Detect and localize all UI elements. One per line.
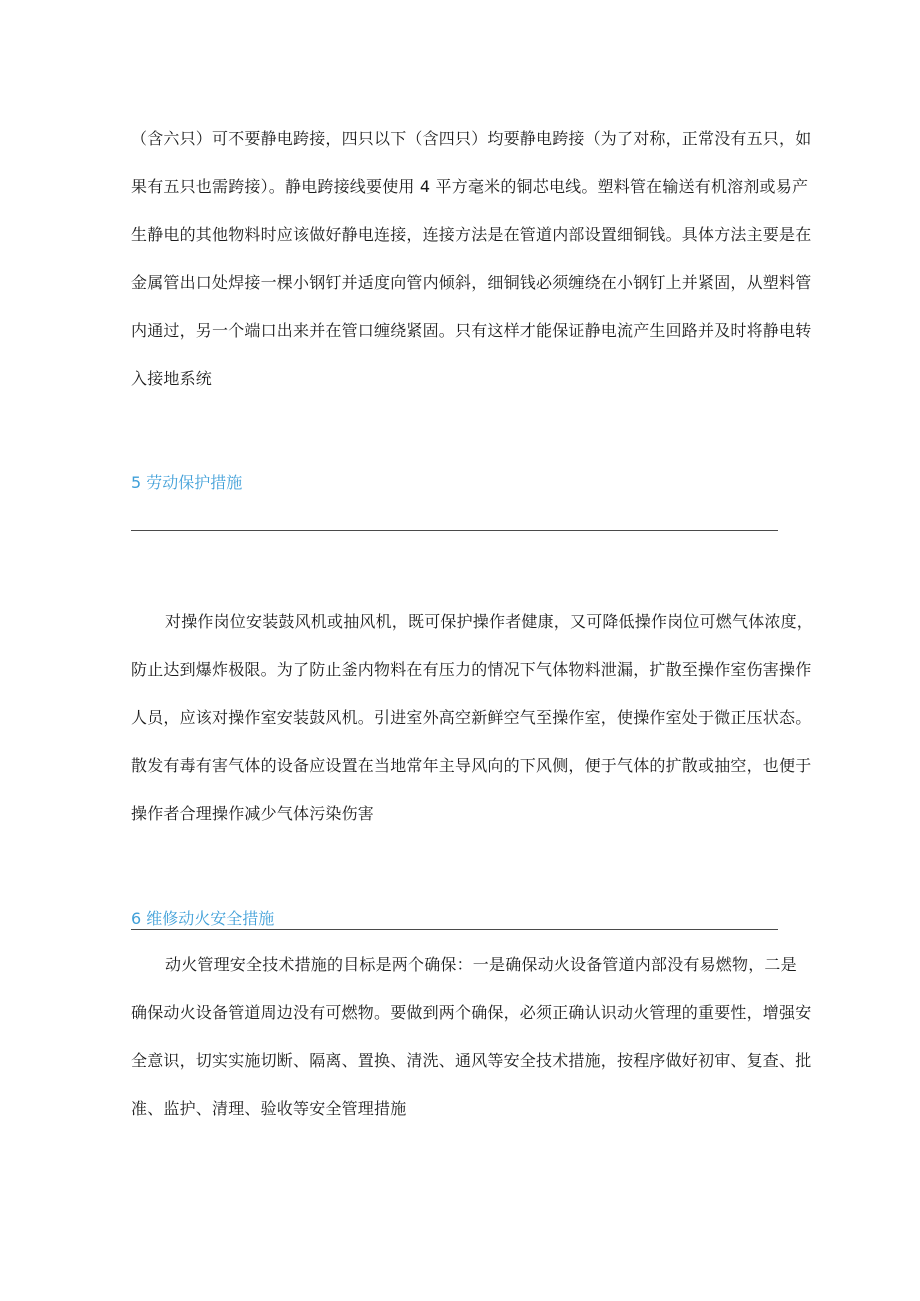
paragraph-line: （含六只）可不要静电跨接，四只以下（含四只）均要静电跨接（为了对称，正常没有五只，如: [131, 129, 812, 148]
paragraph-line: 动火管理安全技术措施的目标是两个确保：一是确保动火设备管道内部没有易燃物，二是: [165, 955, 797, 974]
paragraph-line: 散发有毒有害气体的设备应设置在当地常年主导风向的下风侧，便于气体的扩散或抽空，也便于: [131, 756, 812, 775]
section-divider: [131, 530, 778, 531]
paragraph-labor-protection: [131, 598, 814, 838]
paragraph-line: 对操作岗位安装鼓风机或抽风机，既可保护操作者健康，又可降低操作岗位可燃气体浓度，: [165, 612, 814, 631]
paragraph-line: 全意识，切实实施切断、隔离、置换、清洗、通风等安全技术措施，按程序做好初审、复查、批: [131, 1051, 812, 1070]
section-heading-5: 5 劳动保护措施: [131, 473, 243, 492]
paragraph-line: 入接地系统: [131, 369, 213, 388]
paragraph-line: 防止达到爆炸极限。为了防止釜内物料在有压力的情况下气体物料泄漏，扩散至操作室伤害操作: [131, 660, 812, 679]
paragraph-line: 准、监护、清理、验收等安全管理措施: [131, 1099, 407, 1118]
paragraph-line: 果有五只也需跨接）。静电跨接线要使用 4 平方毫米的铜芯电线。塑料管在输送有机溶剂或易产: [131, 177, 809, 196]
paragraph-line: 确保动火设备管道周边没有可燃物。要做到两个确保，必须正确认识动火管理的重要性，增强安: [131, 1003, 812, 1022]
paragraph-static-bonding: [131, 115, 812, 403]
paragraph-line: 生静电的其他物料时应该做好静电连接，连接方法是在管道内部设置细铜钱。具体方法主要是在: [131, 225, 812, 244]
paragraph-hot-work-safety: [131, 941, 812, 1133]
section-heading-6: 6 维修动火安全措施: [131, 909, 275, 928]
paragraph-line: 人员，应该对操作室安装鼓风机。引进室外高空新鲜空气至操作室，使操作室处于微正压状态。: [131, 708, 812, 727]
paragraph-line: 金属管出口处焊接一棵小钢钉并适度向管内倾斜，细铜钱必须缠绕在小钢钉上并紧固，从塑料管: [131, 273, 812, 292]
paragraph-line: 内通过，另一个端口出来并在管口缠绕紧固。只有这样才能保证静电流产生回路并及时将静电转: [131, 321, 812, 340]
paragraph-line: 操作者合理操作减少气体污染伤害: [131, 804, 375, 823]
section-divider: [131, 929, 778, 930]
